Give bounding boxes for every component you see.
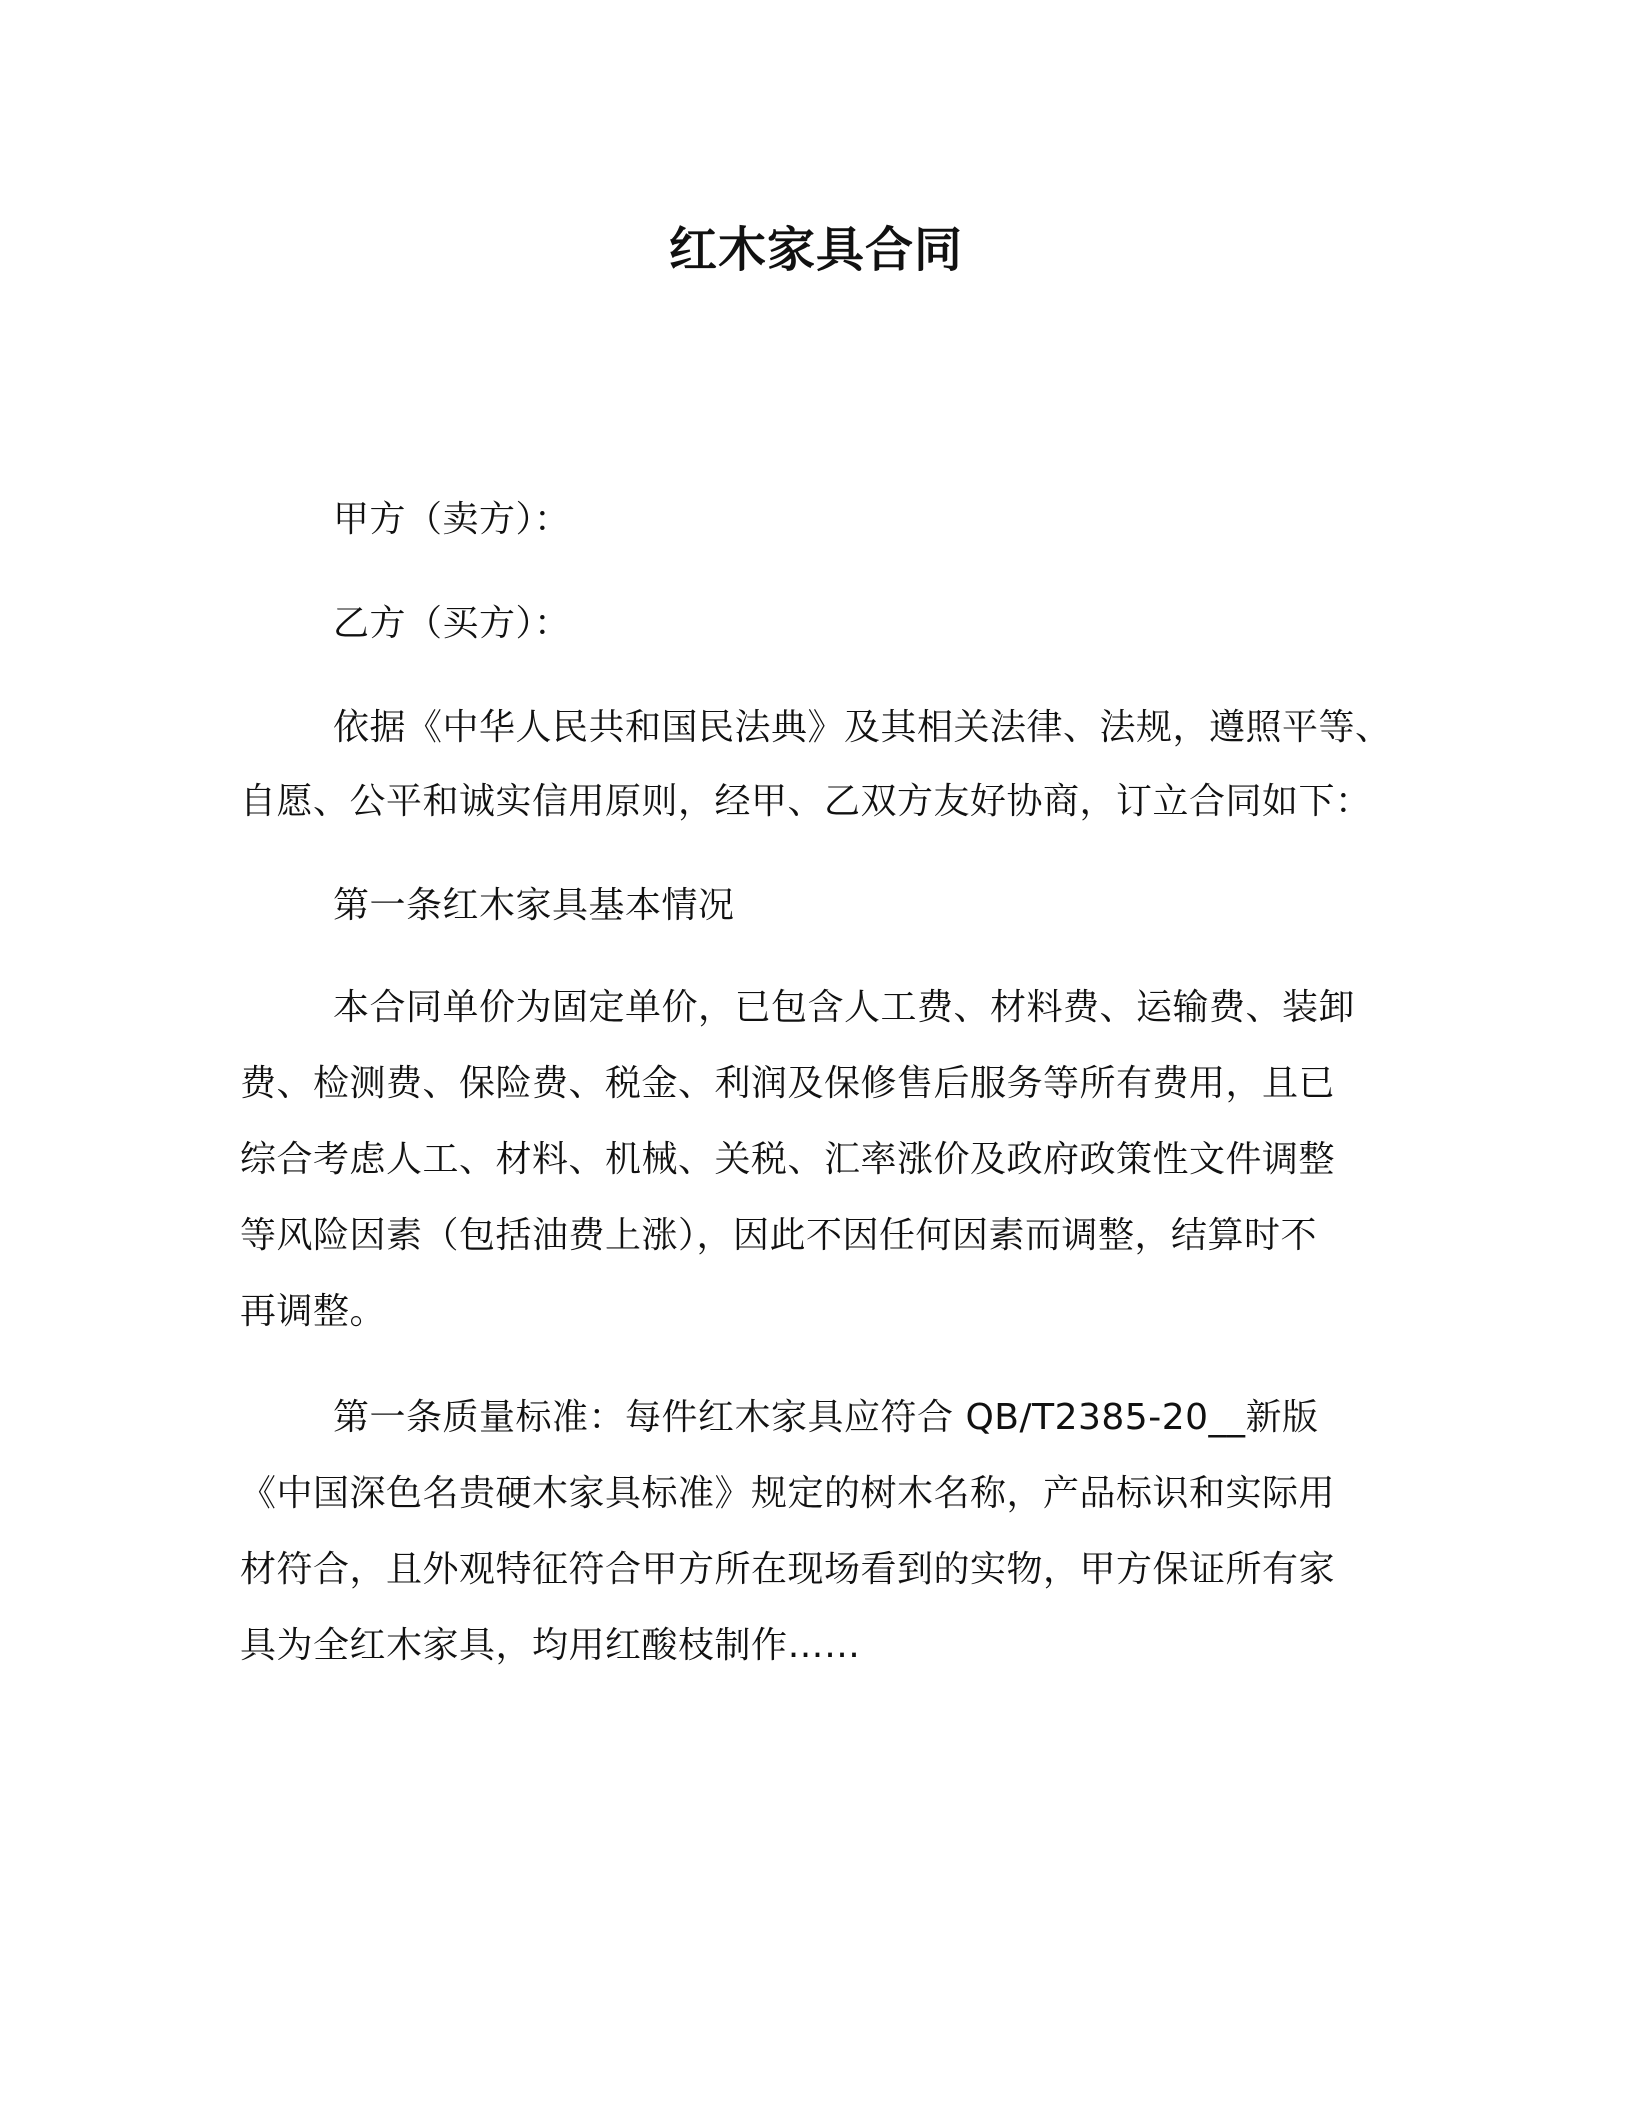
article1-body-line-4: 等风险因素（包括油费上涨），因此不因任何因素而调整，结算时不 [240, 1215, 1318, 1256]
article1-body-line-2: 费、检测费、保险费、税金、利润及保修售后服务等所有费用，且已 [240, 1063, 1336, 1104]
preamble-line-1: 依据《中华人民共和国民法典》及其相关法律、法规，遵照平等、 [333, 707, 1392, 748]
party-a-line: 甲方（卖方）： [333, 499, 571, 540]
article1-heading: 第一条红木家具基本情况 [333, 885, 735, 926]
article1-body-line-1: 本合同单价为固定单价，已包含人工费、材料费、运输费、装卸 [333, 987, 1356, 1028]
preamble-line-2: 自愿、公平和诚实信用原则，经甲、乙双方友好协商，订立合同如下： [240, 781, 1372, 822]
article2-line-3: 材符合，且外观特征符合甲方所在现场看到的实物，甲方保证所有家 [240, 1549, 1336, 1590]
article2-line-1: 第一条质量标准：每件红木家具应符合 QB/T2385-20__新版 [333, 1397, 1319, 1438]
party-b-line: 乙方（买方）： [333, 603, 571, 644]
document-title: 红木家具合同 [668, 222, 963, 278]
article2-line-2: 《中国深色名贵硬木家具标准》规定的树木名称，产品标识和实际用 [240, 1473, 1336, 1514]
article1-body-line-5: 再调整。 [240, 1291, 387, 1332]
article2-line-4: 具为全红木家具，均用红酸枝制作…… [240, 1625, 861, 1666]
article1-body-line-3: 综合考虑人工、材料、机械、关税、汇率涨价及政府政策性文件调整 [240, 1139, 1336, 1180]
